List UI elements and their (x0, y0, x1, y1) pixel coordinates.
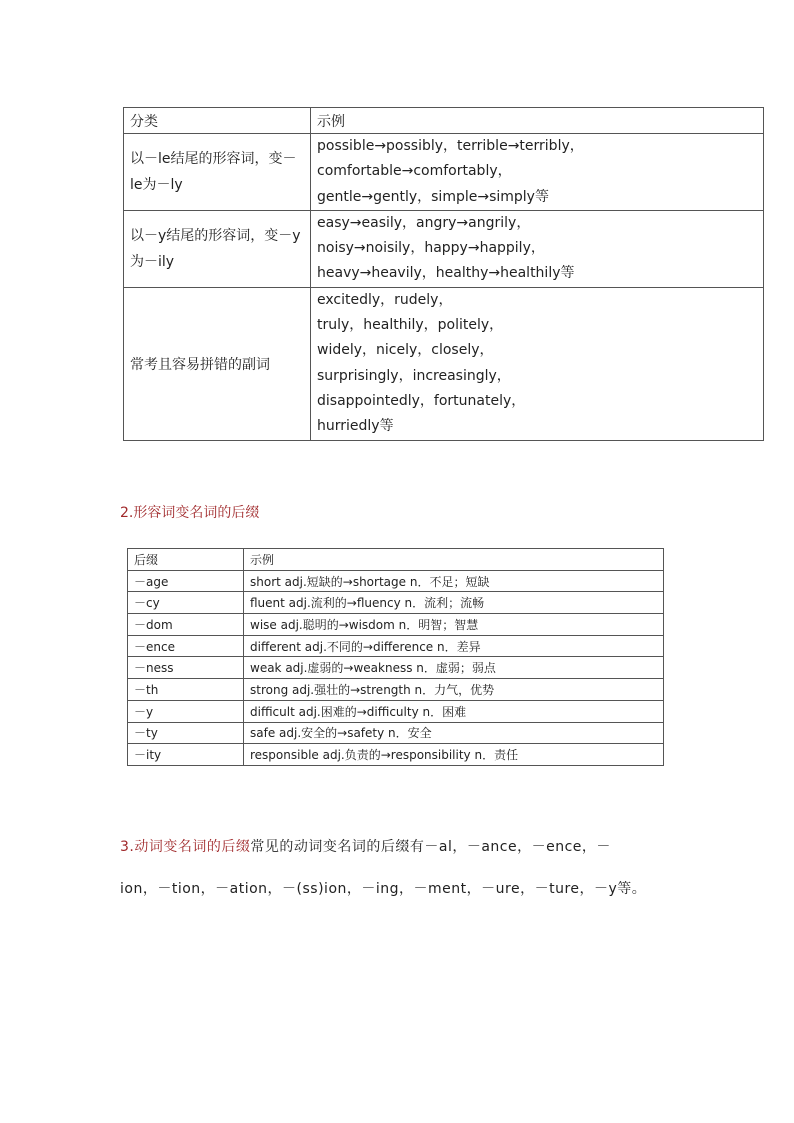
example-line: excitedly，rudely， (317, 291, 453, 308)
noun-suffix-table (127, 548, 664, 766)
example-cell: short adj.短缺的→shortage n．不足；短缺 (244, 570, 664, 592)
header-category: 分类 (124, 108, 311, 134)
example-cell: fluent adj.流利的→fluency n．流利；流畅 (244, 592, 664, 614)
table-header-row (124, 108, 764, 134)
verb-suffix-paragraph (120, 836, 611, 856)
example-cell: safe adj.安全的→safety n．安全 (244, 722, 664, 744)
examples-cell (311, 210, 764, 287)
header-examples: 示例 (311, 108, 764, 134)
table-row (128, 722, 664, 744)
table-row (128, 614, 664, 636)
example-line: heavy→heavily，healthy→healthily等 (317, 265, 575, 282)
category-cell: 以－y结尾的形容词，变－y为－ily (124, 210, 311, 287)
example-cell: different adj.不同的→difference n．差异 (244, 635, 664, 657)
example-line: surprisingly，increasingly， (317, 367, 511, 384)
example-line: gentle→gently，simple→simply等 (317, 188, 549, 205)
suffix-cell: －dom (128, 614, 244, 636)
table-row (128, 657, 664, 679)
suffix-cell: －age (128, 570, 244, 592)
examples-cell (311, 287, 764, 440)
suffix-cell: －ty (128, 722, 244, 744)
table-row (128, 679, 664, 701)
table-row (124, 287, 764, 440)
example-line: noisy→noisily，happy→happily， (317, 240, 545, 257)
example-cell: strong adj.强壮的→strength n．力气，优势 (244, 679, 664, 701)
example-cell: weak adj.虚弱的→weakness n．虚弱；弱点 (244, 657, 664, 679)
table-row (128, 570, 664, 592)
table-row (124, 134, 764, 211)
table-header-row (128, 549, 664, 571)
example-line: truly，healthily，politely， (317, 317, 504, 334)
examples-cell (311, 134, 764, 211)
example-cell: difficult adj.困难的→difficulty n．困难 (244, 700, 664, 722)
adverb-formation-table (123, 107, 764, 441)
example-line: possible→possibly，terrible→terribly， (317, 138, 584, 154)
suffix-cell: －th (128, 679, 244, 701)
example-line: hurriedly等 (317, 418, 394, 435)
suffix-cell: －ity (128, 744, 244, 766)
example-line: widely，nicely，closely， (317, 342, 494, 359)
suffix-cell: －cy (128, 592, 244, 614)
suffix-cell: －ence (128, 635, 244, 657)
suffix-cell: －y (128, 700, 244, 722)
category-cell: 常考且容易拼错的副词 (124, 287, 311, 440)
table-row (128, 700, 664, 722)
table-row (124, 210, 764, 287)
paragraph-text: 常见的动词变名词的后缀有－al，－ance，－ence，－ (250, 839, 611, 855)
example-cell: wise adj.聪明的→wisdom n．明智；智慧 (244, 614, 664, 636)
example-cell: responsible adj.负责的→responsibility n．责任 (244, 744, 664, 766)
section-heading: 3.动词变名词的后缀 (120, 839, 251, 855)
header-examples: 示例 (244, 549, 664, 571)
verb-suffix-paragraph-continued: ion，－tion，－ation，－(ss)ion，－ing，－ment，－ure，－ture，－y等。 (120, 881, 647, 897)
table-row (128, 592, 664, 614)
example-line: disappointedly，fortunately， (317, 392, 526, 409)
table-row (128, 635, 664, 657)
section-heading: 2.形容词变名词的后缀 (120, 505, 260, 521)
category-cell: 以－le结尾的形容词，变－le为－ly (124, 134, 311, 211)
suffix-cell: －ness (128, 657, 244, 679)
example-line: comfortable→comfortably， (317, 163, 512, 180)
table-row (128, 744, 664, 766)
example-line: easy→easily，angry→angrily， (317, 214, 531, 231)
header-suffix: 后缀 (128, 549, 244, 571)
